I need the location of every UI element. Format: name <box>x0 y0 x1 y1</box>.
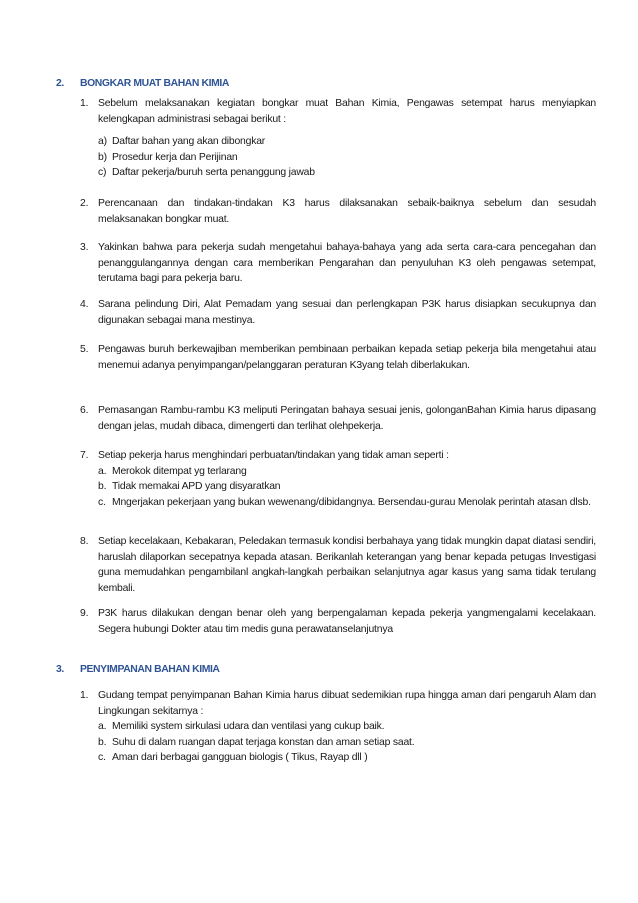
item-number: 7. <box>80 450 89 461</box>
list-item <box>80 688 596 766</box>
list-item <box>80 534 596 596</box>
list-item <box>80 403 596 434</box>
sub-label: c) <box>98 167 107 179</box>
sub-list <box>98 134 596 181</box>
section-penyimpanan <box>56 664 596 675</box>
sub-text: Daftar pekerja/buruh serta penanggung jawab <box>112 167 315 179</box>
section-number: 3. <box>56 664 64 675</box>
item-number: 4. <box>80 299 89 310</box>
section-heading <box>56 664 596 675</box>
item-text: P3K harus dilakukan dengan benar oleh yang berpengalaman kepada pekerja yangmengalami kecelakaan. Segera hubungi Dokter atau tim medis guna perawatanselanjutnya <box>98 608 596 635</box>
item-text: Sarana pelindung Diri, Alat Pemadam yang sesuai dan perlengkapan P3K harus disiapkan secukupnya dan digunakan sebagai mana mestinya. <box>98 299 596 326</box>
item-number: 5. <box>80 344 89 355</box>
sub-label: b. <box>98 481 107 493</box>
item-number: 9. <box>80 608 89 619</box>
sub-label: b. <box>98 736 107 748</box>
item-text: Gudang tempat penyimpanan Bahan Kimia harus dibuat sedemikian rupa hingga aman dari pengaruh Alam dan Lingkungan sekitarnya : <box>98 690 596 717</box>
item-text: Perencanaan dan tindakan-tindakan K3 harus dilaksanakan sebaik-baiknya sebelum dan sesudah melaksanakan bongkar muat. <box>98 198 596 225</box>
list-item <box>80 96 596 181</box>
sub-label: a. <box>98 721 107 733</box>
sub-item <box>98 150 596 166</box>
list-item <box>80 448 596 510</box>
sub-text: Prosedur kerja dan Perijinan <box>112 151 238 163</box>
item-text: Pengawas buruh berkewajiban memberikan pembinaan perbaikan kepada setiap pekerja bila mengetahui atau menemui adanya penyimpangan/pelanggaran peraturan K3yang telah diberlakukan. <box>98 344 596 371</box>
sub-text: Suhu di dalam ruangan dapat terjaga konstan dan aman setiap saat. <box>112 736 415 748</box>
section-title: BONGKAR MUAT BAHAN KIMIA <box>80 78 229 89</box>
sub-item <box>98 464 596 480</box>
list-item <box>80 240 596 287</box>
sub-label: a. <box>98 465 107 477</box>
sub-item <box>98 165 596 181</box>
sub-text: Tidak memakai APD yang disyaratkan <box>112 481 281 493</box>
sub-text: Merokok ditempat yg terlarang <box>112 465 247 477</box>
sub-text: Daftar bahan yang akan dibongkar <box>112 136 266 148</box>
item-number: 1. <box>80 98 89 109</box>
sub-item <box>98 719 596 735</box>
item-text: Setiap pekerja harus menghindari perbuatan/tindakan yang tidak aman seperti : <box>98 450 449 461</box>
section-title: PENYIMPANAN BAHAN KIMIA <box>80 664 220 675</box>
sub-item <box>98 479 596 495</box>
sub-label: c. <box>98 752 106 764</box>
list-item <box>80 342 596 373</box>
sub-list <box>98 464 596 511</box>
section-number: 2. <box>56 78 64 89</box>
item-number: 3. <box>80 242 89 253</box>
sub-text: Aman dari berbagai gangguan biologis ( Tikus, Rayap dll ) <box>112 752 368 764</box>
sub-item <box>98 735 596 751</box>
sub-list <box>98 719 596 766</box>
item-number: 1. <box>80 690 89 701</box>
item-number: 6. <box>80 405 89 416</box>
sub-item <box>98 134 596 150</box>
sub-text: Mngerjakan pekerjaan yang bukan wewenang/dibidangnya. Bersendau-gurau Menolak perintah atasan dlsb. <box>112 496 591 508</box>
sub-item <box>98 750 596 766</box>
item-number: 8. <box>80 536 89 547</box>
item-number: 2. <box>80 198 89 209</box>
sub-text: Memiliki system sirkulasi udara dan ventilasi yang cukup baik. <box>112 721 385 733</box>
item-text: Setiap kecelakaan, Kebakaran, Peledakan termasuk kondisi berbahaya yang tidak mungkin dapat diatasi sendiri, haruslah dilaporkan secepatnya kepada atasan. Berikanlah keterangan yang benar kepada petugas Investigasi guna memudahkan pengambilanl angkah-langkah perbaikan selanjutnya agar kasus yang sama tidak terulang kembali. <box>98 536 596 594</box>
sub-label: a) <box>98 136 107 148</box>
sub-item <box>98 495 596 511</box>
item-text: Yakinkan bahwa para pekerja sudah mengetahui bahaya-bahaya yang ada serta cara-cara pencegahan dan penanggulangannya dengan cara memberikan Pengarahan dan penyuluhan K3 oleh pengawas setempat, terutama bagi para pekerja baru. <box>98 242 596 285</box>
list-item <box>80 606 596 637</box>
section-bongkar-muat <box>56 78 596 89</box>
item-text: Sebelum melaksanakan kegiatan bongkar muat Bahan Kimia, Pengawas setempat harus menyiapkan kelengkapan administrasi sebagai berikut : <box>98 98 596 125</box>
list-item <box>80 297 596 328</box>
sub-label: c. <box>98 496 106 508</box>
item-text: Pemasangan Rambu-rambu K3 meliputi Peringatan bahaya sesuai jenis, golonganBahan Kimia harus dipasang dengan jelas, mudah dibaca, dimengerti dan terlihat olehpekerja. <box>98 405 596 432</box>
sub-label: b) <box>98 151 107 163</box>
section-heading <box>56 78 596 89</box>
list-item <box>80 196 596 227</box>
